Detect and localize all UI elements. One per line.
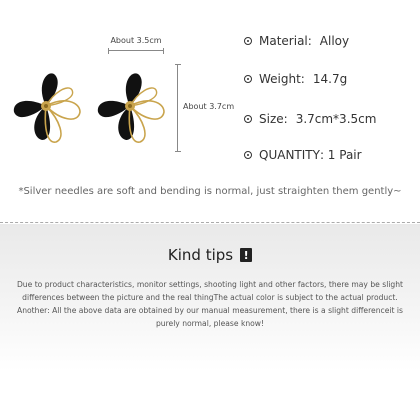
bullet-icon <box>244 75 252 83</box>
kind-tips-section <box>0 224 420 420</box>
tips-line: Due to product characteristics, monitor settings, shooting light and other factors, there may be slight <box>16 280 404 289</box>
width-dimension-label: About 3.5cm <box>110 36 162 45</box>
flower-earring-image-left <box>6 66 88 148</box>
spec-value: : 1 Pair <box>319 148 362 162</box>
spec-label: Material: <box>259 34 312 48</box>
spec-label: QUANTITY <box>259 148 320 162</box>
spec-value: 14.7g <box>312 72 348 86</box>
kind-tips-heading <box>0 246 420 264</box>
height-dimension-line <box>177 64 178 152</box>
tips-line: Another: All the above data are obtained by our manual measurement, there is a slight differenceit is <box>17 306 403 315</box>
tips-line: differences between the picture and the real thingThe actual color is subject to the actual product. <box>22 293 398 302</box>
spec-label: Size: <box>259 112 288 126</box>
spec-quantity <box>244 148 362 162</box>
height-dimension-label: About 3.7cm <box>183 102 235 111</box>
bullet-icon <box>244 37 252 45</box>
bullet-icon <box>244 115 252 123</box>
kind-tips-title: Kind tips <box>167 246 234 264</box>
spec-label: Weight: <box>259 72 305 86</box>
width-dimension-line <box>108 50 164 51</box>
exclamation-icon: ! <box>240 248 252 262</box>
spec-value: 3.7cm*3.5cm <box>295 112 377 126</box>
bullet-icon <box>244 151 252 159</box>
spec-weight <box>244 72 347 86</box>
spec-value: Alloy <box>319 34 350 48</box>
spec-size <box>244 112 376 126</box>
dashed-divider <box>0 222 420 223</box>
silver-needle-note: *Silver needles are soft and bending is normal, just straighten them gently~ <box>18 186 402 197</box>
spec-material <box>244 34 349 48</box>
kind-tips-body <box>6 278 414 330</box>
flower-earring-image-right <box>90 66 172 148</box>
tips-line: purely normal, please know! <box>155 319 265 328</box>
